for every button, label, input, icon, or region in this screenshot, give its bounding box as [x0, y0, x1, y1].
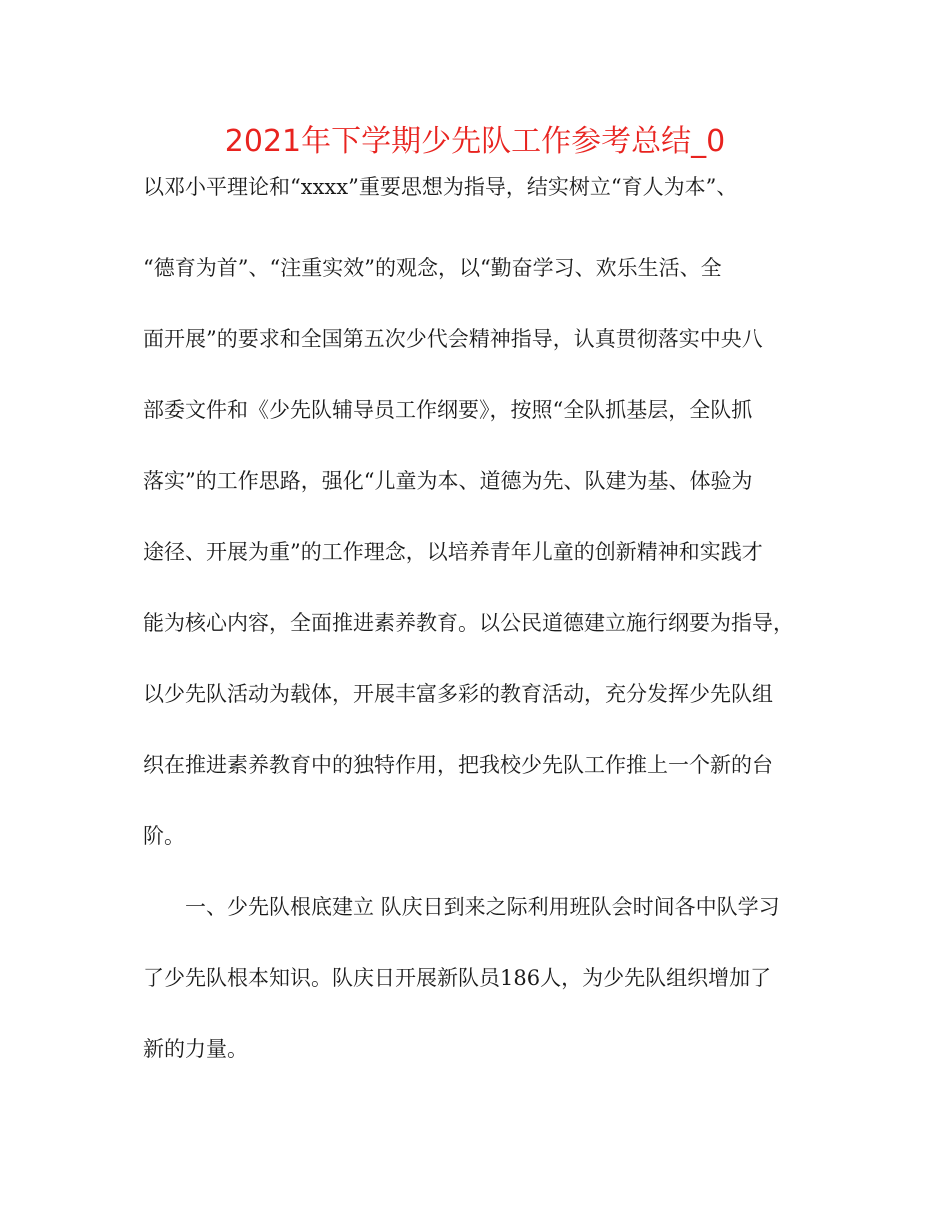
- paragraph-line: 织在推进素养教育中的独特作用，把我校少先队工作推上一个新的台: [143, 753, 773, 777]
- paragraph-line: 一、少先队根底建立 队庆日到来之际利用班队会时间各中队学习: [185, 895, 780, 919]
- paragraph-line: 面开展”的要求和全国第五次少代会精神指导，认真贯彻落实中央八: [143, 327, 763, 351]
- document-title: 2021年下学期少先队工作参考总结_0: [224, 124, 726, 159]
- paragraph-line: 落实”的工作思路，强化“儿童为本、道德为先、队建为基、体验为: [143, 469, 753, 493]
- paragraph-line: 新的力量。: [143, 1037, 248, 1061]
- paragraph-line: 能为核心内容，全面推进素养教育。以公民道德建立施行纲要为指导，: [143, 611, 794, 635]
- paragraph-line: 以邓小平理论和“xxxx”重要思想为指导，结实树立“育人为本”、: [143, 175, 738, 199]
- paragraph-line: 阶。: [143, 824, 185, 848]
- paragraph-line: “德育为首”、“注重实效”的观念，以“勤奋学习、欢乐生活、全: [143, 256, 722, 280]
- paragraph-line: 部委文件和《少先队辅导员工作纲要》，按照“全队抓基层，全队抓: [143, 398, 753, 422]
- paragraph-line: 了少先队根本知识。队庆日开展新队员186人，为少先队组织增加了: [143, 966, 772, 990]
- paragraph-line: 途径、开展为重”的工作理念，以培养青年儿童的创新精神和实践才: [143, 540, 763, 564]
- paragraph-line: 以少先队活动为载体，开展丰富多彩的教育活动，充分发挥少先队组: [143, 682, 773, 706]
